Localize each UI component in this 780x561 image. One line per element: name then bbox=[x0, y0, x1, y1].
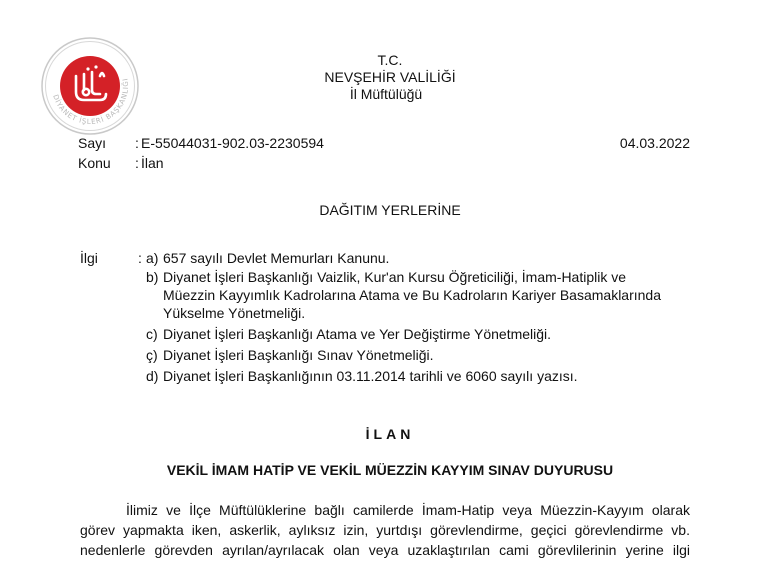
letterhead bbox=[0, 52, 780, 103]
letterhead-tc: T.C. bbox=[377, 52, 403, 68]
konu-label: Konu bbox=[78, 155, 111, 171]
reference-letter: b) bbox=[146, 269, 159, 285]
document-date: 04.03.2022 bbox=[619, 135, 690, 151]
body-paragraph-line: İlimiz ve İlçe Müftülüklerine bağlı camilerde İmam-Hatip veya Müezzin-Kayyım olarak bbox=[126, 502, 690, 518]
reference-item-cc bbox=[146, 346, 434, 364]
reference-text: Diyanet İşleri Başkanlığı Atama ve Yer Değiştirme Yönetmeliği. bbox=[163, 326, 552, 342]
letterhead-governorship: NEVŞEHİR VALİLİĞİ bbox=[324, 69, 456, 85]
reference-text: Diyanet İşleri Başkanlığının 03.11.2014 tarihli ve 6060 sayılı yazısı. bbox=[163, 368, 578, 384]
ilgi-label: İlgi bbox=[80, 250, 98, 266]
reference-item-c bbox=[146, 325, 551, 343]
reference-item-d bbox=[146, 367, 578, 385]
sayi-label: Sayı bbox=[78, 135, 107, 151]
ilgi-colon: : bbox=[138, 250, 142, 266]
letterhead-office: İl Müftülüğü bbox=[349, 86, 423, 102]
body-paragraph-line: nedenlerle görevden ayrılan/ayrılacak olan veya uzaklaştırılan cami görevlilerinin yerine ilgi bbox=[80, 542, 690, 558]
konu-colon: : bbox=[135, 155, 139, 171]
sayi-colon: : bbox=[135, 135, 139, 151]
reference-letter: c) bbox=[146, 326, 158, 342]
konu-value: İlan bbox=[141, 155, 164, 171]
reference-item-b bbox=[146, 268, 661, 322]
seal-ring-text: DİYANET İŞLERİ BAŞKANLIĞI bbox=[51, 77, 131, 127]
body-paragraph-line: görev yapmakta iken, askerlik, aylıksız izin, yurtdışı görevlendirme, geçici görevlendirme vb. bbox=[80, 522, 690, 538]
notice-title: İLAN bbox=[365, 426, 415, 442]
notice-subtitle: VEKİL İMAM HATİP VE VEKİL MÜEZZİN KAYYIM SINAV DUYURUSU bbox=[166, 462, 614, 478]
reference-text-cont: Müezzin Kayyımlık Kadrolarına Atama ve Bu Kadroların Kariyer Basamaklarında bbox=[163, 287, 662, 303]
reference-letter: ç) bbox=[146, 347, 158, 363]
reference-item-a bbox=[146, 249, 389, 267]
reference-letter: a) bbox=[146, 250, 159, 266]
sayi-value: E-55044031-902.03-2230594 bbox=[141, 135, 324, 151]
reference-text: Diyanet İşleri Başkanlığı Sınav Yönetmeliği. bbox=[163, 347, 434, 363]
reference-text-cont: Yükselme Yönetmeliği. bbox=[163, 305, 306, 321]
reference-text: 657 sayılı Devlet Memurları Kanunu. bbox=[163, 250, 390, 266]
addressee: DAĞITIM YERLERİNE bbox=[319, 202, 461, 218]
reference-letter: d) bbox=[146, 368, 159, 384]
reference-text: Diyanet İşleri Başkanlığı Vaizlik, Kur'an Kursu Öğreticiliği, İmam-Hatiplik ve bbox=[163, 269, 627, 285]
